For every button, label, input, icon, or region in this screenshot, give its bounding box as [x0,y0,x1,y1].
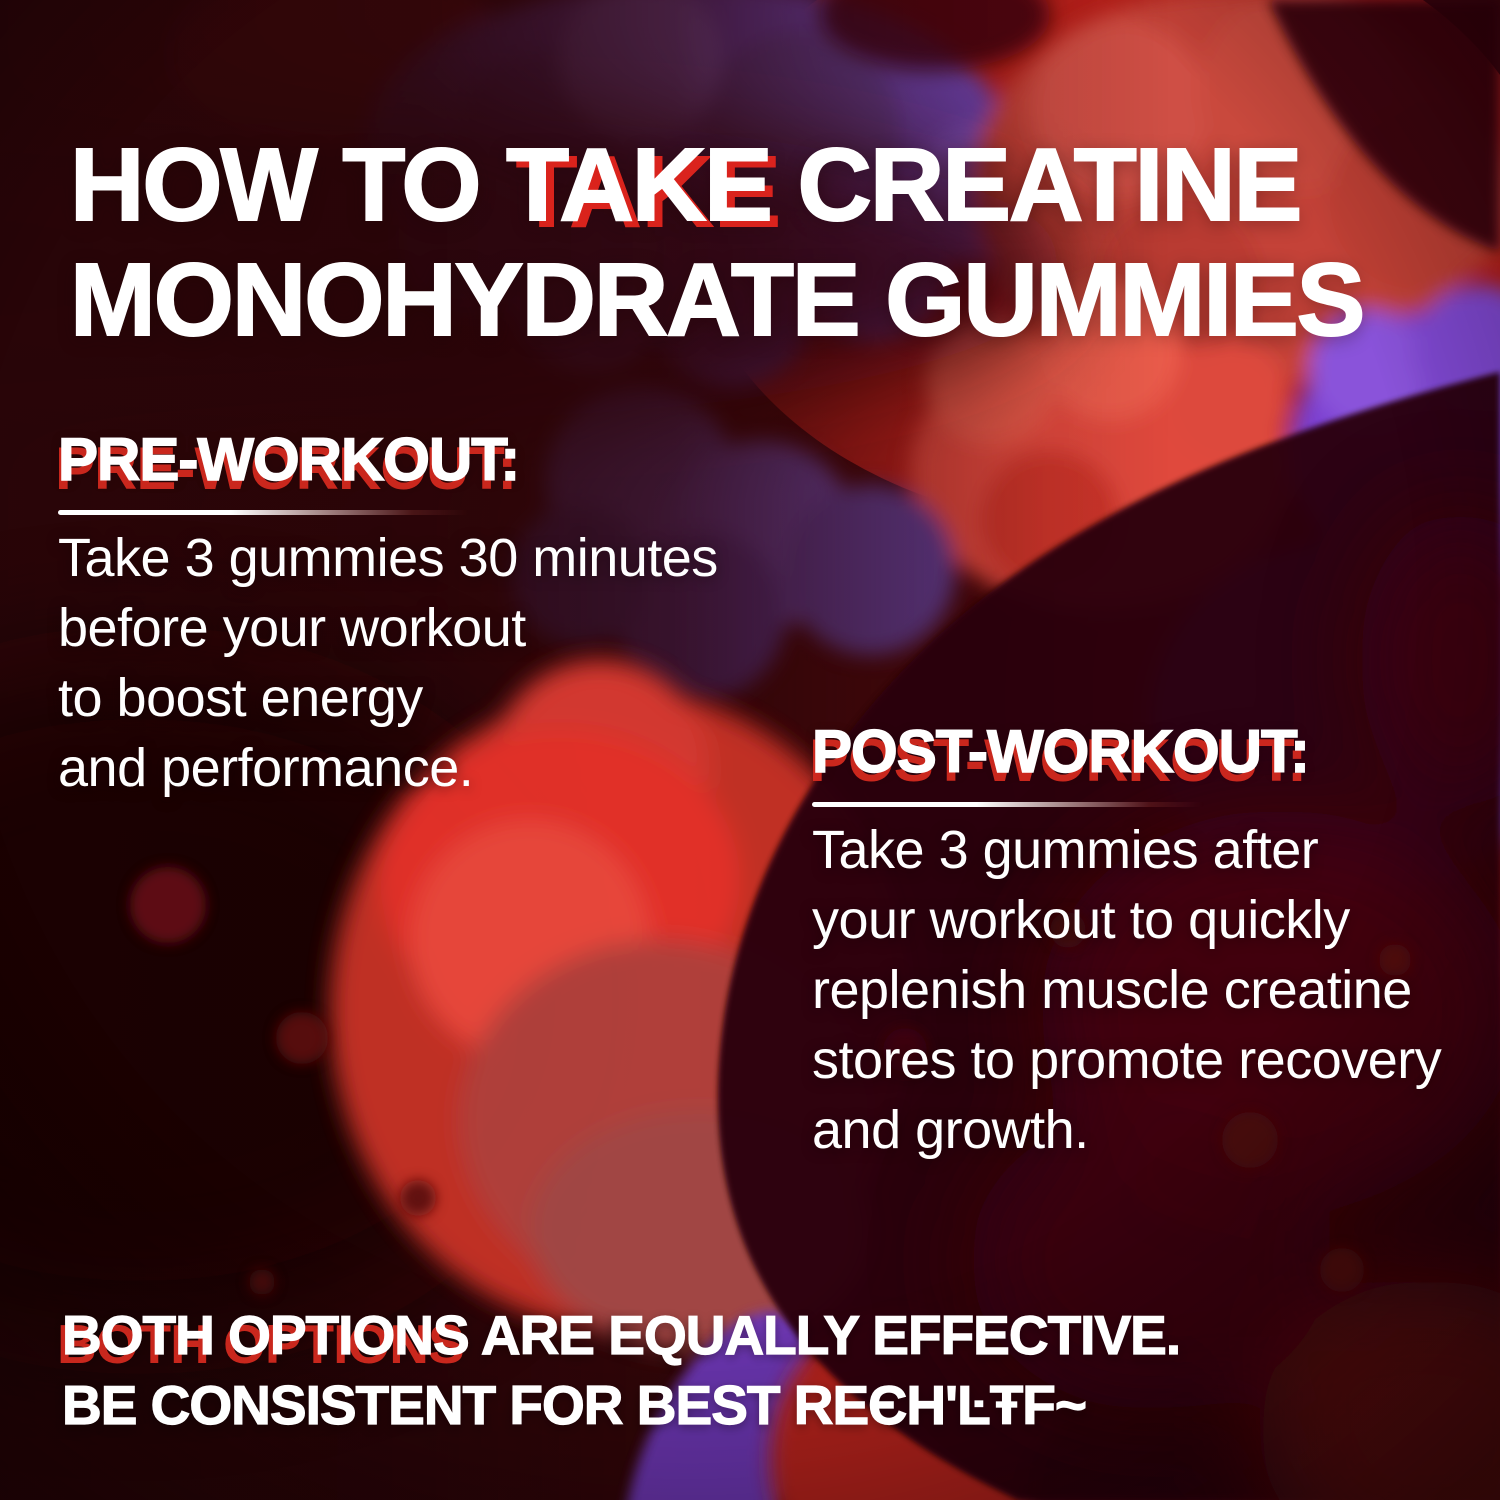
pre-workout-section [58,426,778,803]
post-workout-underline [812,802,1204,807]
footer-line-2-start: BE CONSISTENT FOR BEST [62,1374,794,1436]
footer-rest: ARE EQUALLY EFFECTIVE. [468,1304,1181,1366]
title-line-1 [70,127,1300,242]
footer-note [62,1300,1442,1440]
post-workout-text-line: replenish muscle creatine [812,960,1412,1020]
title-line-2: MONOHYDRATE GUMMIES [70,242,1364,357]
footer-emphasis: BOTH OPTIONS [62,1304,469,1366]
post-workout-section [812,718,1500,1165]
pre-workout-text-line: Take 3 gummies 30 minutes [58,528,718,588]
post-workout-body [812,815,1500,1165]
title-part-1: HOW TO [70,127,507,242]
post-workout-text-line: Take 3 gummies after [812,820,1319,880]
post-workout-text-line: stores to promote recovery [812,1030,1442,1090]
post-workout-heading: POST-WORKOUT: [812,718,1309,785]
footer-line-2 [62,1370,1442,1440]
post-workout-text-line: your workout to quickly [812,890,1350,950]
pre-workout-text-line: and performance. [58,738,474,798]
pre-workout-text-line: to boost energy [58,668,423,728]
title-part-2: CREATINE [770,127,1301,242]
title-glitch-word: TAKE [506,127,771,242]
pre-workout-heading: PRE-WORKOUT: [58,426,520,493]
footer-glitch-word: REЄН'ĿŦF~ [793,1374,1087,1436]
footer-line-1 [62,1300,1442,1370]
pre-workout-body [58,523,778,803]
pre-workout-text-line: before your workout [58,598,526,658]
pre-workout-underline [58,510,470,515]
page-title [70,127,1430,357]
post-workout-text-line: and growth. [812,1100,1089,1160]
